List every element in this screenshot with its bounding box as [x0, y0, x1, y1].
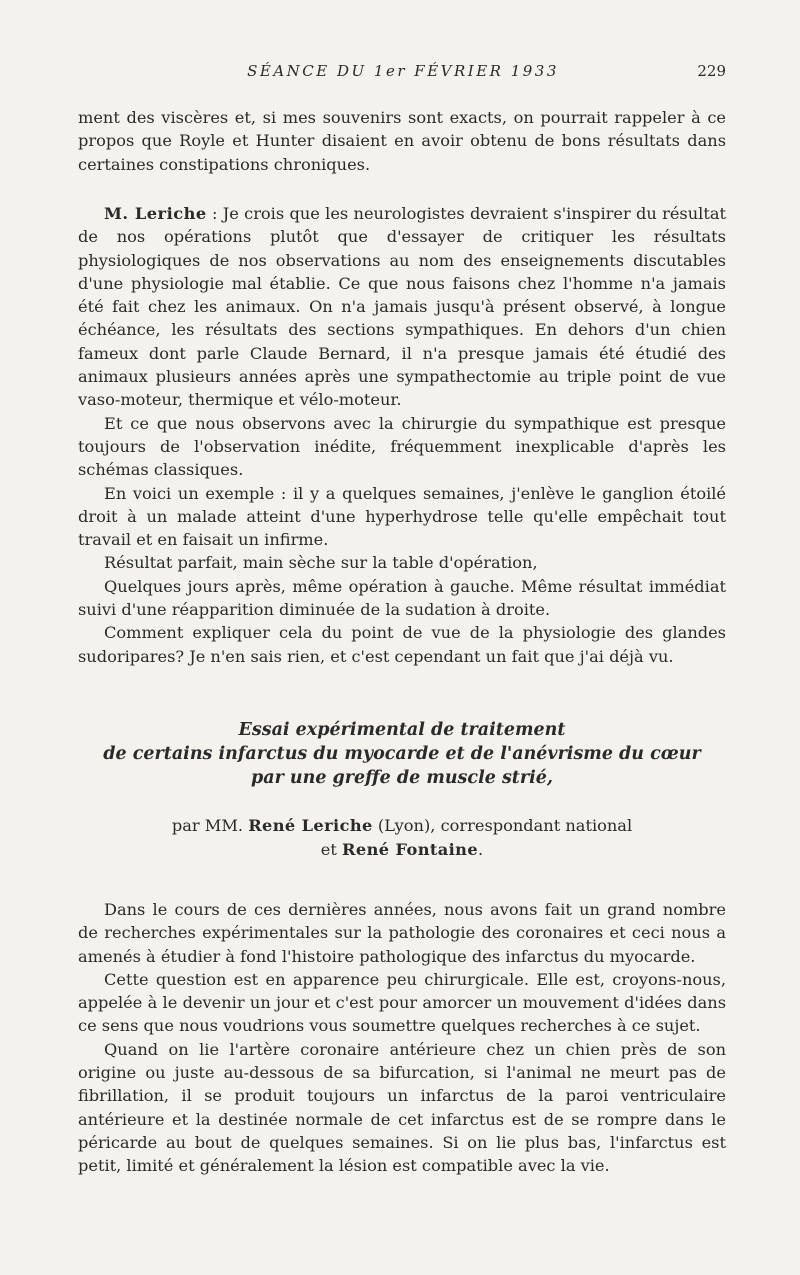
discussion-text [78, 202, 726, 668]
discussion-paragraph-4: Résultat parfait, main sèche sur la table d'opération, [104, 553, 538, 573]
intro-text [78, 106, 726, 176]
article-title [78, 718, 726, 790]
page-number: 229 [697, 62, 726, 80]
author-1-affiliation: (Lyon), correspondant national [372, 816, 633, 835]
article-body [78, 898, 726, 1178]
discussion-paragraph-2: Et ce que nous observons avec la chirurgie du sympathique est presque toujours de l'observation inédite, fréquemment inexplicable d'après les schémas classiques. [78, 413, 726, 480]
discussion-paragraph-6: Comment expliquer cela du point de vue de la physiologie des glandes sudoripares? Je n'en sais rien, et c'est cependant un fait que j'ai déjà vu. [78, 623, 726, 666]
discussion-paragraph-5: Quelques jours après, même opération à gauche. Même résultat immédiat suivi d'une réapparition diminuée de la sudation à droite. [78, 576, 726, 620]
article-paragraph-1: Dans le cours de ces dernières années, nous avons fait un grand nombre de recherches expérimentales sur la pathologie des coronaires et ceci nous a amenés à étudier à fond l'histoire pathologique des infarctus du myocarde. [78, 900, 726, 966]
article-paragraph-2: Cette question est en apparence peu chirurgicale. Elle est, croyons-nous, appelée à le devenir un jour et c'est pour amorcer un mouvement d'idées dans ce sens que nous voudrions vous soumettre quelques recherches à ce sujet. [78, 969, 726, 1036]
discussion-paragraph-1-text: : Je crois que les neurologistes devraient s'inspirer du résultat de nos opérations plutôt que d'essayer de critiquer les résultats physiologiques de nos observations au nom des enseignements discutables d'une physiologie mal établie. Ce que nous faisons chez l'homme n'a jamais été fait chez les animaux. On n'a jamais jusqu'à présent observé, à longue échéance, les résultats des sections sympathiques. En dehors d'un chien fameux dont parle Claude Bernard, il n'a presque jamais été étudié des animaux plusieurs années après une sympathectomie au triple point de vue vaso-moteur, thermique et vélo-moteur. [78, 204, 726, 410]
authors-join: et [320, 840, 343, 859]
author-1: René Leriche [248, 816, 373, 835]
article-authors [78, 814, 726, 862]
article-title-line-2: de certains infarctus du myocarde et de l'anévrisme du cœur [103, 744, 701, 764]
discussion-paragraph-1 [78, 202, 726, 412]
intro-paragraph: ment des viscères et, si mes souvenirs sont exacts, on pourrait rappeler à ce propos que Royle et Hunter disaient en avoir obtenu de bons résultats dans certaines constipations chroniques. [78, 108, 726, 174]
article-paragraph-3: Quand on lie l'artère coronaire antérieure chez un chien près de son origine ou juste au-dessous de sa bifurcation, si l'animal ne meurt pas de fibrillation, il se produit toujours un infarctus de la paroi ventriculaire antérieure et la destinée normale de cet infarctus est de se rompre dans le péricarde au bout de quelques semaines. Si on lie plus bas, l'infarctus est petit, limité et généralement la lésion est compatible avec la vie. [78, 1039, 726, 1176]
authors-prefix: par MM. [171, 816, 249, 835]
authors-line-2 [78, 838, 726, 862]
discussion-paragraph-3: En voici un exemple : il y a quelques semaines, j'enlève le ganglion étoilé droit à un malade atteint d'une hyperhydrose telle qu'elle empêchait tout travail et en faisait un infirme. [78, 483, 726, 550]
speaker-name: M. Leriche [104, 204, 207, 223]
authors-end: . [478, 840, 484, 859]
page-header [78, 62, 728, 86]
author-2: René Fontaine [342, 840, 479, 859]
article-title-line-3: par une greffe de muscle strié, [251, 768, 553, 788]
running-head: SÉANCE DU 1er FÉVRIER 1933 [247, 62, 559, 80]
article-title-line-1: Essai expérimental de traitement [238, 720, 566, 740]
authors-line-1 [78, 814, 726, 838]
